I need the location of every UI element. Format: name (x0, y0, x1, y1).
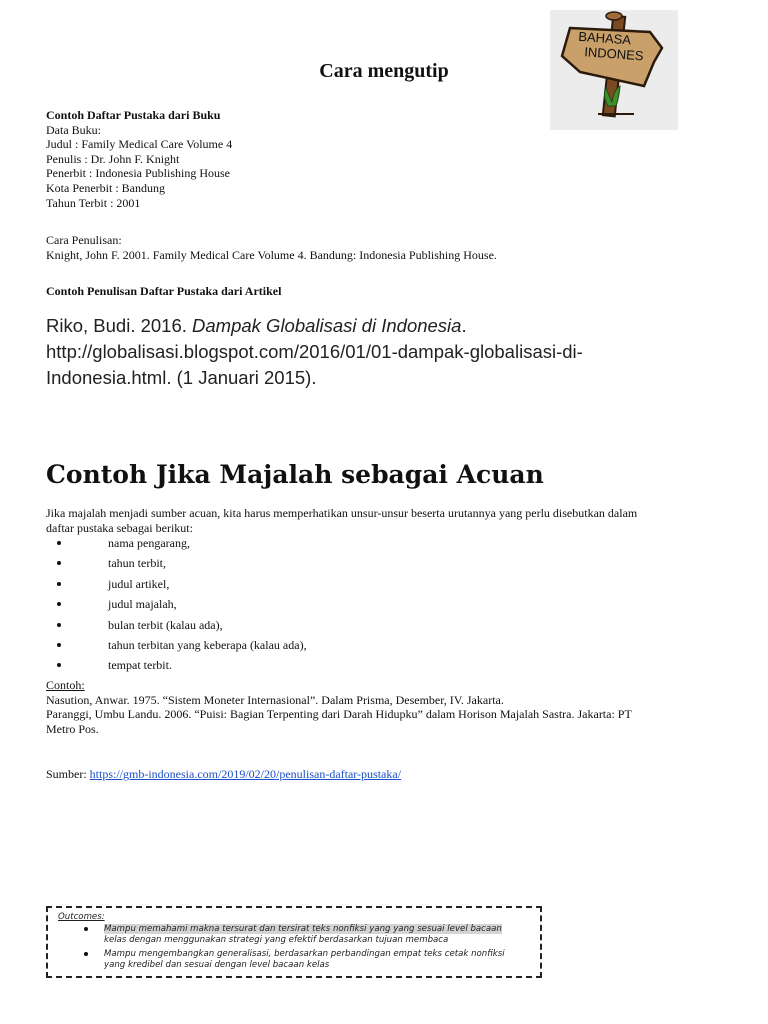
cara-penulisan (46, 233, 746, 262)
book-line: Data Buku: (46, 122, 101, 137)
intro-line: Jika majalah menjadi sumber acuan, kita harus memperhatikan unsur-unsur beserta urutannya yang perlu disebutkan dalam (46, 506, 638, 520)
book-heading: Contoh Daftar Pustaka dari Buku (46, 108, 221, 122)
article-url-line: Indonesia.html. (1 Januari 2015). (46, 367, 317, 388)
book-line: Judul : Family Medical Care Volume 4 (46, 137, 233, 152)
bullet-icon (57, 663, 61, 667)
source-line (46, 767, 746, 782)
list-item: tempat terbit. (46, 658, 646, 678)
svg-text:BAHASA: BAHASA (577, 28, 632, 48)
example-citation: Paranggi, Umbu Landu. 2006. “Puisi: Bagian Terpenting dari Darah Hidupku” dalam Horison Majalah Sastra. Jakarta: PT (46, 707, 632, 722)
list-item: tahun terbit, (46, 556, 646, 576)
contoh-label: Contoh: (46, 678, 85, 692)
bullet-icon (57, 582, 61, 586)
article-heading: Contoh Penulisan Daftar Pustaka dari Artikel (46, 284, 282, 298)
cara-label: Cara Penulisan: (46, 233, 122, 247)
cara-text: Knight, John F. 2001. Family Medical Care Volume 4. Bandung: Indonesia Publishing House. (46, 247, 497, 262)
book-line: Tahun Terbit : 2001 (46, 195, 141, 210)
source-link[interactable]: https://gmb-indonesia.com/2019/02/20/penulisan-daftar-pustaka/ (89, 767, 402, 781)
bullet-icon (57, 643, 61, 647)
page-title: Cara mengutip (319, 60, 449, 82)
outcome-item: Mampu memahami makna tersurat dan tersirat teks nonfiksi yang yang sesuai level bacaan kelas dengan menggunakan strategi yang efektif berdasarkan tujuan membaca (104, 924, 534, 945)
intro-line: daftar pustaka sebagai berikut: (46, 520, 193, 535)
article-title: Dampak Globalisasi di Indonesia (192, 315, 462, 336)
book-section (46, 108, 726, 210)
book-line: Penulis : Dr. John F. Knight (46, 151, 180, 166)
magazine-element-list (46, 536, 646, 679)
book-line: Kota Penerbit : Bandung (46, 180, 165, 195)
svg-text:INDONES: INDONES (583, 44, 644, 64)
bullet-icon (57, 623, 61, 627)
magazine-examples (46, 678, 746, 736)
book-line: Penerbit : Indonesia Publishing House (46, 166, 230, 181)
article-part1: Riko, Budi. 2016. (46, 315, 193, 336)
list-item: tahun terbitan yang keberapa (kalau ada), (46, 638, 646, 658)
list-item: nama pengarang, (46, 536, 646, 556)
outcomes-box (46, 906, 542, 978)
example-citation: Metro Pos. (46, 721, 99, 736)
outcomes-heading: Outcomes: (58, 912, 105, 922)
outcome-item: Mampu mengembangkan generalisasi, berdasarkan perbandingan empat teks cetak nonfiksi yang kredibel dan sesuai dengan level bacaan kelas (104, 949, 534, 970)
bullet-icon (84, 952, 88, 956)
bullet-icon (57, 602, 61, 606)
example-citation: Nasution, Anwar. 1975. “Sistem Moneter Internasional”. Dalam Prisma, Desember, IV. Jakarta. (46, 692, 504, 707)
list-item: judul artikel, (46, 577, 646, 597)
list-item: bulan terbit (kalau ada), (46, 618, 646, 638)
bullet-icon (57, 561, 61, 565)
magazine-intro (46, 506, 746, 535)
list-item: judul majalah, (46, 597, 646, 617)
article-url-line: http://globalisasi.blogspot.com/2016/01/01-dampak-globalisasi-di- (46, 341, 583, 362)
bullet-icon (57, 541, 61, 545)
bullet-icon (84, 927, 88, 931)
magazine-heading: Contoh Jika Majalah sebagai Acuan (46, 460, 544, 489)
source-label: Sumber: (46, 767, 90, 781)
article-part2: . (461, 315, 467, 336)
article-citation (46, 313, 746, 391)
